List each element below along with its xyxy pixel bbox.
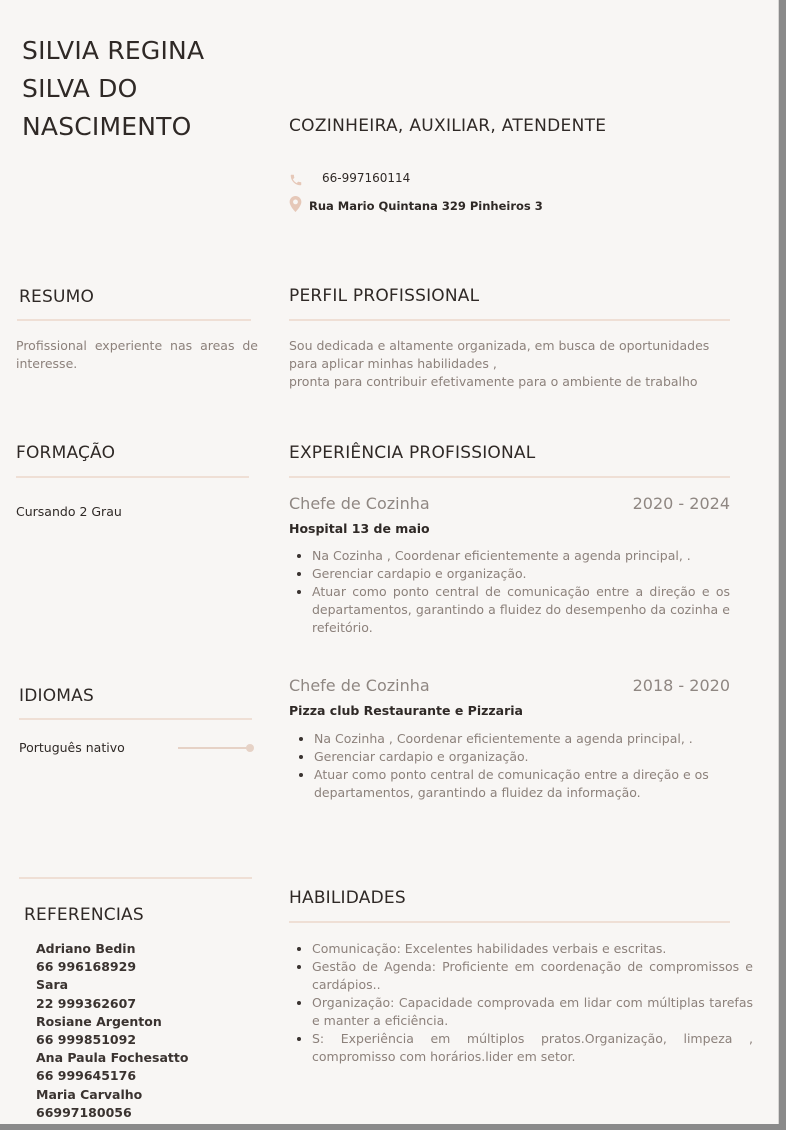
reference-line: Adriano Bedin	[36, 941, 136, 956]
language-level-knob	[246, 744, 254, 752]
job-role: COZINHEIRA, AUXILIAR, ATENDENTE	[289, 116, 607, 136]
formacao-divider	[16, 476, 249, 478]
reference-line: 66 999645176	[36, 1068, 137, 1084]
list-item: • Comunicação: Excelentes habilidades verbais e escritas.	[312, 940, 753, 958]
location-pin-icon	[289, 196, 307, 215]
language-level-fill	[178, 747, 250, 749]
perfil-heading: PERFIL PROFISSIONAL	[289, 286, 480, 306]
referencias-heading: REFERENCIAS	[24, 905, 144, 925]
reference-line: Maria Carvalho	[36, 1086, 143, 1102]
list-item: • Gerenciar cardapio e organização.	[312, 565, 730, 583]
list-item: • Atuar como ponto central de comunicação entre a direção e os departamentos, garantindo a fluidez do desempenho da cozinha e refeitório.	[312, 583, 730, 637]
job-duties	[289, 547, 730, 637]
name-line: SILVA DO	[22, 74, 138, 103]
phone-number: 66-997160114	[322, 170, 411, 185]
perfil-line: Sou dedicada e altamente organizada, em busca de oportunidades	[289, 338, 710, 353]
habilidades-divider	[289, 921, 730, 923]
referencias-divider	[19, 877, 252, 879]
job-company: Hospital 13 de maio	[289, 521, 430, 536]
list-item: • S: Experiência em múltiplos pratos.Organização, limpeza , compromisso com horários.lider em setor.	[312, 1030, 753, 1066]
reference-line: Ana Paula Fochesatto	[36, 1050, 189, 1066]
formacao-heading: FORMAÇÃO	[16, 443, 116, 463]
list-item: • Atuar como ponto central de comunicação entre a direção e os departamentos, garantindo a fluidez da informação.	[314, 766, 755, 802]
resumo-heading: RESUMO	[19, 287, 95, 307]
formacao-item: Cursando 2 Grau	[16, 504, 122, 519]
list-item: • Gestão de Agenda: Proficiente em coordenação de compromissos e cardápios..	[312, 958, 753, 994]
phone-icon	[289, 165, 307, 190]
list-item: • Na Cozinha , Coordenar eficientemente a agenda principal, .	[314, 730, 755, 748]
name-line: NASCIMENTO	[22, 112, 192, 141]
address-text: Rua Mario Quintana 329 Pinheiros 3	[309, 198, 543, 213]
job-years: 2020 - 2024	[632, 494, 730, 513]
experiencia-divider	[289, 476, 730, 478]
reference-line: 66 996168929	[36, 959, 137, 975]
idiomas-divider	[19, 718, 252, 720]
list-item: • Na Cozinha , Coordenar eficientemente a agenda principal, .	[312, 547, 730, 565]
candidate-name	[22, 32, 262, 146]
skills-list	[289, 940, 753, 1066]
idiomas-heading: IDIOMAS	[19, 686, 94, 706]
perfil-line: pronta para contribuir efetivamente para o ambiente de trabalho	[289, 374, 698, 389]
phone-contact	[289, 165, 410, 190]
language-name: Português nativo	[19, 740, 125, 755]
job-title: Chefe de Cozinha	[289, 494, 430, 513]
job-company: Pizza club Restaurante e Pizzaria	[289, 703, 523, 718]
perfil-divider	[289, 319, 730, 321]
resumo-text: Profissional experiente nas areas de interesse.	[16, 338, 258, 371]
address-contact	[289, 196, 543, 215]
language-level-track	[178, 747, 250, 749]
reference-line: 66997180056	[36, 1104, 132, 1120]
perfil-line: para aplicar minhas habilidades ,	[289, 356, 497, 371]
perfil-text	[289, 337, 739, 391]
reference-line: 22 999362607	[36, 995, 137, 1011]
reference-line: 66 999851092	[36, 1032, 137, 1048]
reference-line: Rosiane Argenton	[36, 1013, 162, 1029]
job-title: Chefe de Cozinha	[289, 676, 430, 695]
referencias-list	[36, 940, 188, 1122]
list-item: • Organização: Capacidade comprovada em lidar com múltiplas tarefas e manter a eficiência.	[312, 994, 753, 1030]
job-years: 2018 - 2020	[632, 676, 730, 695]
name-line: SILVIA REGINA	[22, 36, 205, 65]
habilidades-heading: HABILIDADES	[289, 888, 406, 908]
list-item: • Gerenciar cardapio e organização.	[314, 748, 755, 766]
experiencia-heading: EXPERIÊNCIA PROFISSIONAL	[289, 443, 536, 463]
reference-line: Sara	[36, 977, 69, 993]
resumo-divider	[17, 319, 251, 321]
job-duties	[291, 730, 755, 802]
